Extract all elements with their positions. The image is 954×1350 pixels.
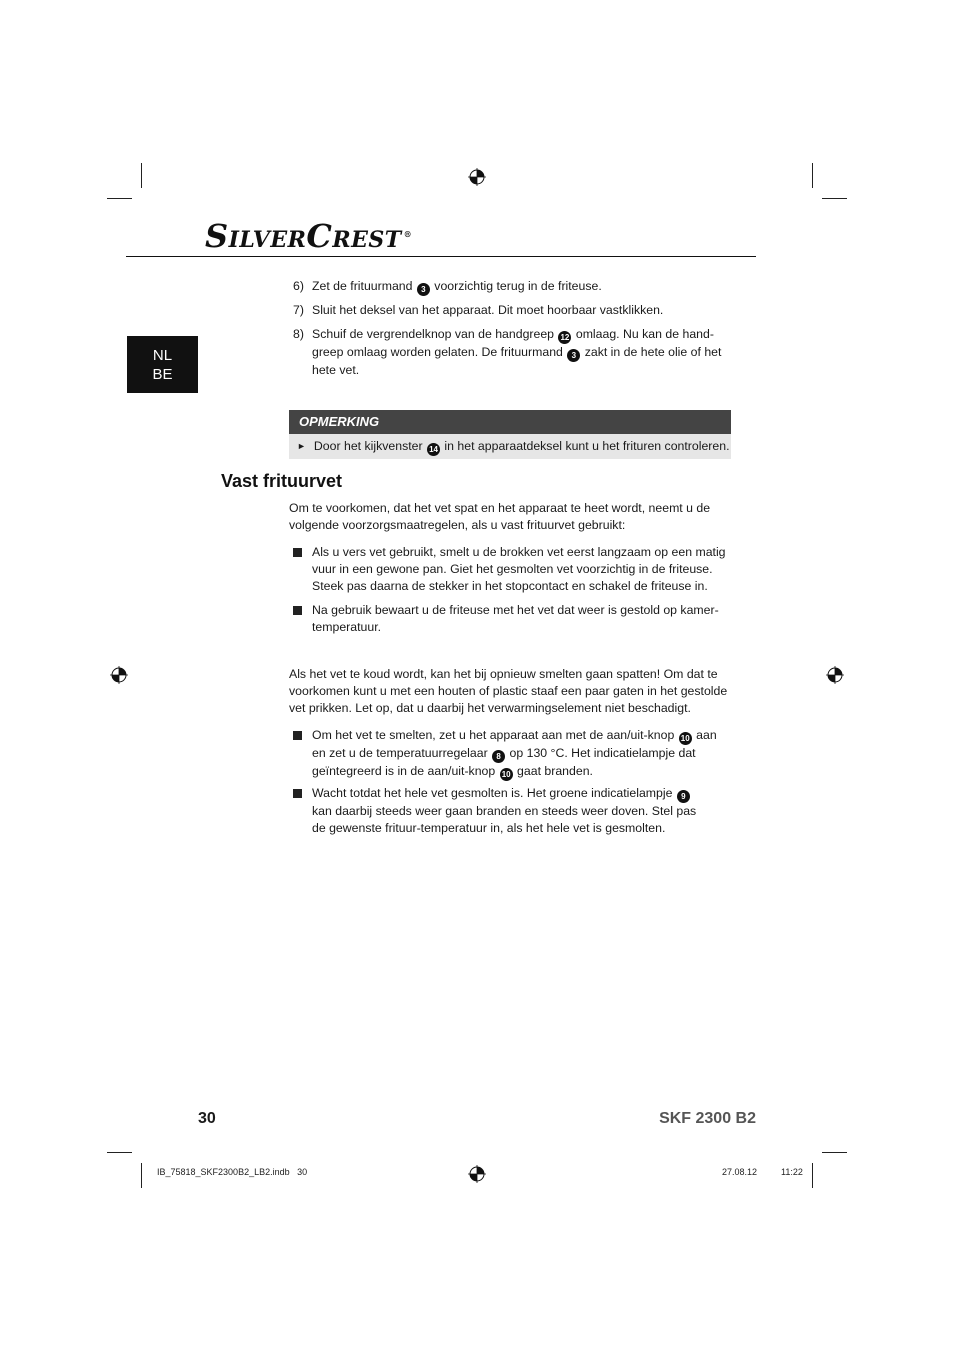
bullet-item: Als u vers vet gebruikt, smelt u de brokken vet eerst langzaam op een matig vuur in een gewone pan. Giet het gesmolten vet voorzichtig in de friteuse. Steek pas daarna de stekker in het stopcontact en schakel de friteuse in. <box>293 544 733 596</box>
part-reference-badge: 12 <box>558 331 571 344</box>
crop-mark <box>107 1152 132 1153</box>
step-text: Sluit het deksel van het apparaat. Dit moet hoorbaar vastklikken. <box>312 303 664 317</box>
logo-letter: S <box>205 217 229 255</box>
model-name: SKF 2300 B2 <box>659 1110 756 1127</box>
step-text: Zet de frituurmand 3 voorzichtig terug in de friteuse. <box>312 279 602 294</box>
registration-mark-icon <box>468 168 486 186</box>
paragraph: Als het vet te koud wordt, kan het bij opnieuw smelten gaan spatten! Om dat te voorkomen kunt u met een houten of plastic staaf een paar gaten in het gestolde vet prikken. Let op, dat u daarbij het verwarmingselement niet beschadigt. <box>289 667 728 716</box>
crop-mark <box>822 1152 847 1153</box>
arrow-right-icon: ► <box>297 441 306 451</box>
header-rule <box>126 256 756 257</box>
bullet-item: Om het vet te smelten, zet u het apparaat aan met de aan/uit-knop 10 aan en zet u de temperatuurregelaar 8 op 130 °C. Het indicatielampje dat geïntegreerd is in de aan/uit-knop 10 gaat branden. <box>293 727 733 781</box>
logo-letters: ILVER <box>228 227 307 253</box>
logo-letters: REST <box>332 227 402 253</box>
bullet-item: Wacht totdat het hele vet gesmolten is. Het groene indicatielampje 9 kan daarbij steeds weer gaan branden en steeds weer doven. Stel pas de gewenste frituur-temperatuur in, als het hele vet is gesmolten. <box>293 785 733 837</box>
language-code: BE <box>152 365 173 383</box>
logo-letter: C <box>306 217 333 255</box>
registration-mark-icon <box>110 666 128 684</box>
step-item <box>293 278 733 296</box>
page-number: 30 <box>198 1110 216 1127</box>
step-item <box>293 302 733 319</box>
part-reference-badge: 3 <box>567 349 580 362</box>
brand-logo <box>205 217 412 255</box>
crop-mark <box>141 1163 142 1188</box>
section-title: Vast frituurvet <box>221 471 343 491</box>
note-body: ► Door het kijkvenster 14 in het apparaatdeksel kunt u het frituren controleren. <box>289 434 731 459</box>
crop-mark <box>822 198 847 199</box>
bullet-square-icon <box>293 789 302 798</box>
bullet-square-icon <box>293 548 302 557</box>
part-reference-badge: 10 <box>500 768 513 781</box>
language-tab <box>127 336 198 393</box>
step-item <box>293 326 733 379</box>
step-number: 7) <box>293 303 304 317</box>
step-text: Schuif de vergrendelknop van de handgreep 12 omlaag. Nu kan de hand- greep omlaag worden gelaten. De frituurmand 3 zakt in de hete olie of het hete vet. <box>312 327 722 377</box>
crop-mark <box>812 1163 813 1188</box>
crop-mark <box>812 163 813 188</box>
print-date: 27.08.12 <box>722 1167 758 1177</box>
paragraph: Om te voorkomen, dat het vet spat en het apparaat te heet wordt, neemt u de volgende voorzorgsmaatregelen, als u vast frituurvet gebruikt: <box>289 501 711 533</box>
part-reference-badge: 8 <box>492 750 505 763</box>
part-reference-badge: 14 <box>427 443 440 456</box>
language-code: NL <box>152 346 173 364</box>
step-number: 8) <box>293 327 304 341</box>
bullet-square-icon <box>293 731 302 740</box>
print-time: 11:22 <box>781 1167 803 1177</box>
part-reference-badge: 10 <box>679 732 692 745</box>
bullet-item: Na gebruik bewaart u de friteuse met het vet dat weer is gestold op kamer- temperatuur. <box>293 602 733 636</box>
registration-mark-icon <box>468 1165 486 1183</box>
registered-mark: ® <box>403 228 413 239</box>
crop-mark <box>107 198 132 199</box>
part-reference-badge: 9 <box>677 790 690 803</box>
crop-mark <box>141 163 142 188</box>
print-file-info: IB_75818_SKF2300B2_LB2.indb 30 <box>157 1167 308 1177</box>
step-number: 6) <box>293 279 304 293</box>
part-reference-badge: 3 <box>417 283 430 296</box>
registration-mark-icon <box>826 666 844 684</box>
note-title: OPMERKING <box>289 410 731 434</box>
bullet-square-icon <box>293 606 302 615</box>
